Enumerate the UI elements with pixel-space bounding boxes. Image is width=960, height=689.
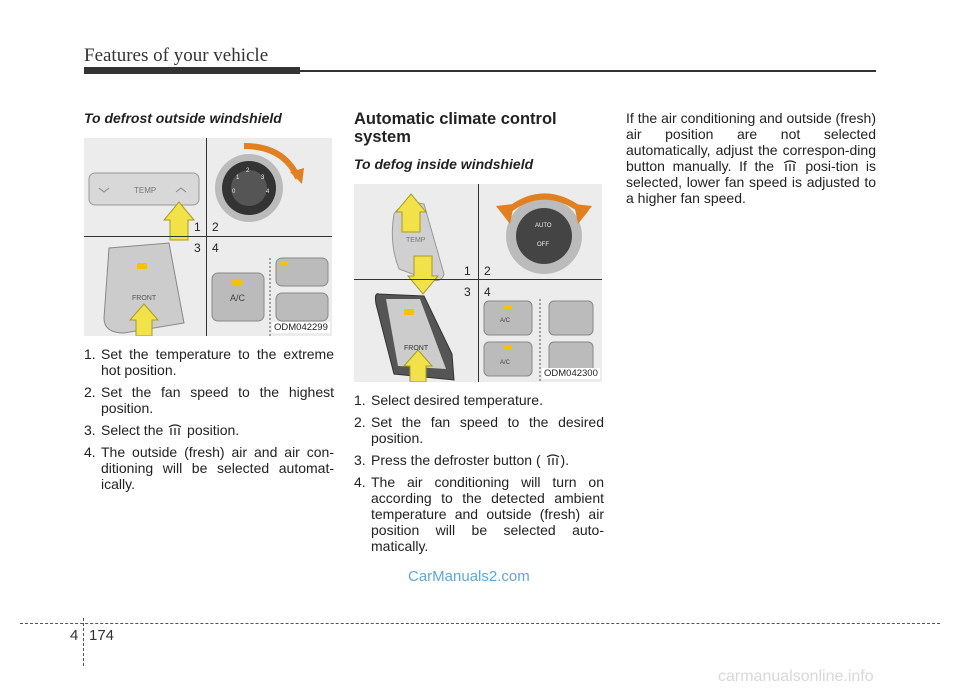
- column-auto-climate: [354, 110, 604, 560]
- column-manual-adjust: [626, 110, 876, 206]
- svg-text:3: 3: [261, 175, 265, 181]
- figure-code-2: ODM042300: [544, 368, 598, 379]
- ac-label: A/C: [230, 293, 246, 303]
- front-defrost-icon: [782, 159, 798, 173]
- list-item: 2. Set the fan speed to the desired position.: [354, 414, 604, 446]
- svg-text:A/C: A/C: [500, 360, 511, 366]
- svg-text:4: 4: [484, 285, 491, 299]
- auto-climate-heading: Automatic climate control system: [354, 110, 557, 146]
- svg-text:4: 4: [266, 189, 270, 195]
- carmanuals-watermark: CarManuals2.com: [408, 568, 530, 585]
- svg-text:FRONT: FRONT: [404, 345, 429, 352]
- svg-text:1: 1: [464, 264, 471, 278]
- svg-text:TEMP: TEMP: [406, 237, 426, 244]
- climate-control-illustration-1: [84, 138, 332, 336]
- svg-text:2: 2: [212, 220, 219, 234]
- figure-code-1: ODM042299: [274, 322, 328, 333]
- list-item: 2. Set the fan speed to the highest position.: [84, 384, 334, 416]
- svg-text:OFF: OFF: [537, 242, 549, 248]
- svg-text:3: 3: [194, 241, 201, 255]
- defog-inside-steps: [354, 392, 604, 554]
- svg-text:0: 0: [232, 189, 236, 195]
- page-number: 174: [89, 627, 115, 644]
- header-bar: [84, 67, 300, 74]
- list-item: 4. The air conditioning will turn on according to the detected ambient temperature and outside (fresh) air position will be selected auto-matically.: [354, 474, 604, 554]
- defog-inside-heading: To defog inside windshield: [354, 156, 534, 172]
- list-item: 3. Select the position.: [84, 422, 240, 438]
- section-number: 4: [70, 627, 79, 644]
- site-watermark: carmanualsonline.info: [718, 668, 874, 685]
- header-rule: [300, 70, 876, 72]
- svg-text:3: 3: [464, 285, 471, 299]
- svg-text:1: 1: [194, 220, 201, 234]
- defrost-outside-heading: To defrost outside windshield: [84, 110, 282, 126]
- manual-adjust-paragraph: If the air conditioning and outside (fresh) air position are not selected automatically, adjust the correspon-ding button manually. If the posi-tion is selected, lower fan speed is adjusted to a higher fan speed.: [626, 110, 877, 206]
- svg-text:4: 4: [212, 241, 219, 255]
- svg-text:2: 2: [246, 168, 250, 174]
- list-item: 1. Set the temperature to the extreme hot position.: [84, 346, 334, 378]
- svg-text:1: 1: [236, 175, 240, 181]
- figure-defrost-outside: [84, 138, 332, 336]
- list-item: 4. The outside (fresh) air and air con-ditioning will be selected automat-ically.: [84, 444, 334, 492]
- list-item: 3. Press the defroster button ( ).: [354, 452, 570, 468]
- list-item: 1. Select desired temperature.: [354, 392, 543, 408]
- front-defrost-icon: [545, 453, 561, 467]
- svg-text:2: 2: [484, 264, 491, 278]
- figure-defog-inside: [354, 184, 602, 382]
- svg-text:AUTO: AUTO: [535, 223, 552, 229]
- svg-text:FRONT: FRONT: [132, 295, 157, 302]
- defrost-outside-steps: [84, 346, 334, 492]
- column-defrost-outside: [84, 110, 334, 498]
- temp-label: TEMP: [134, 186, 157, 195]
- page-header-title: Features of your vehicle: [84, 45, 269, 66]
- front-defrost-icon: [167, 423, 183, 437]
- svg-text:A/C: A/C: [500, 318, 511, 324]
- climate-control-illustration-2: [354, 184, 602, 382]
- footer-dashed-divider: [83, 618, 84, 666]
- footer-dashed-rule: [20, 623, 940, 624]
